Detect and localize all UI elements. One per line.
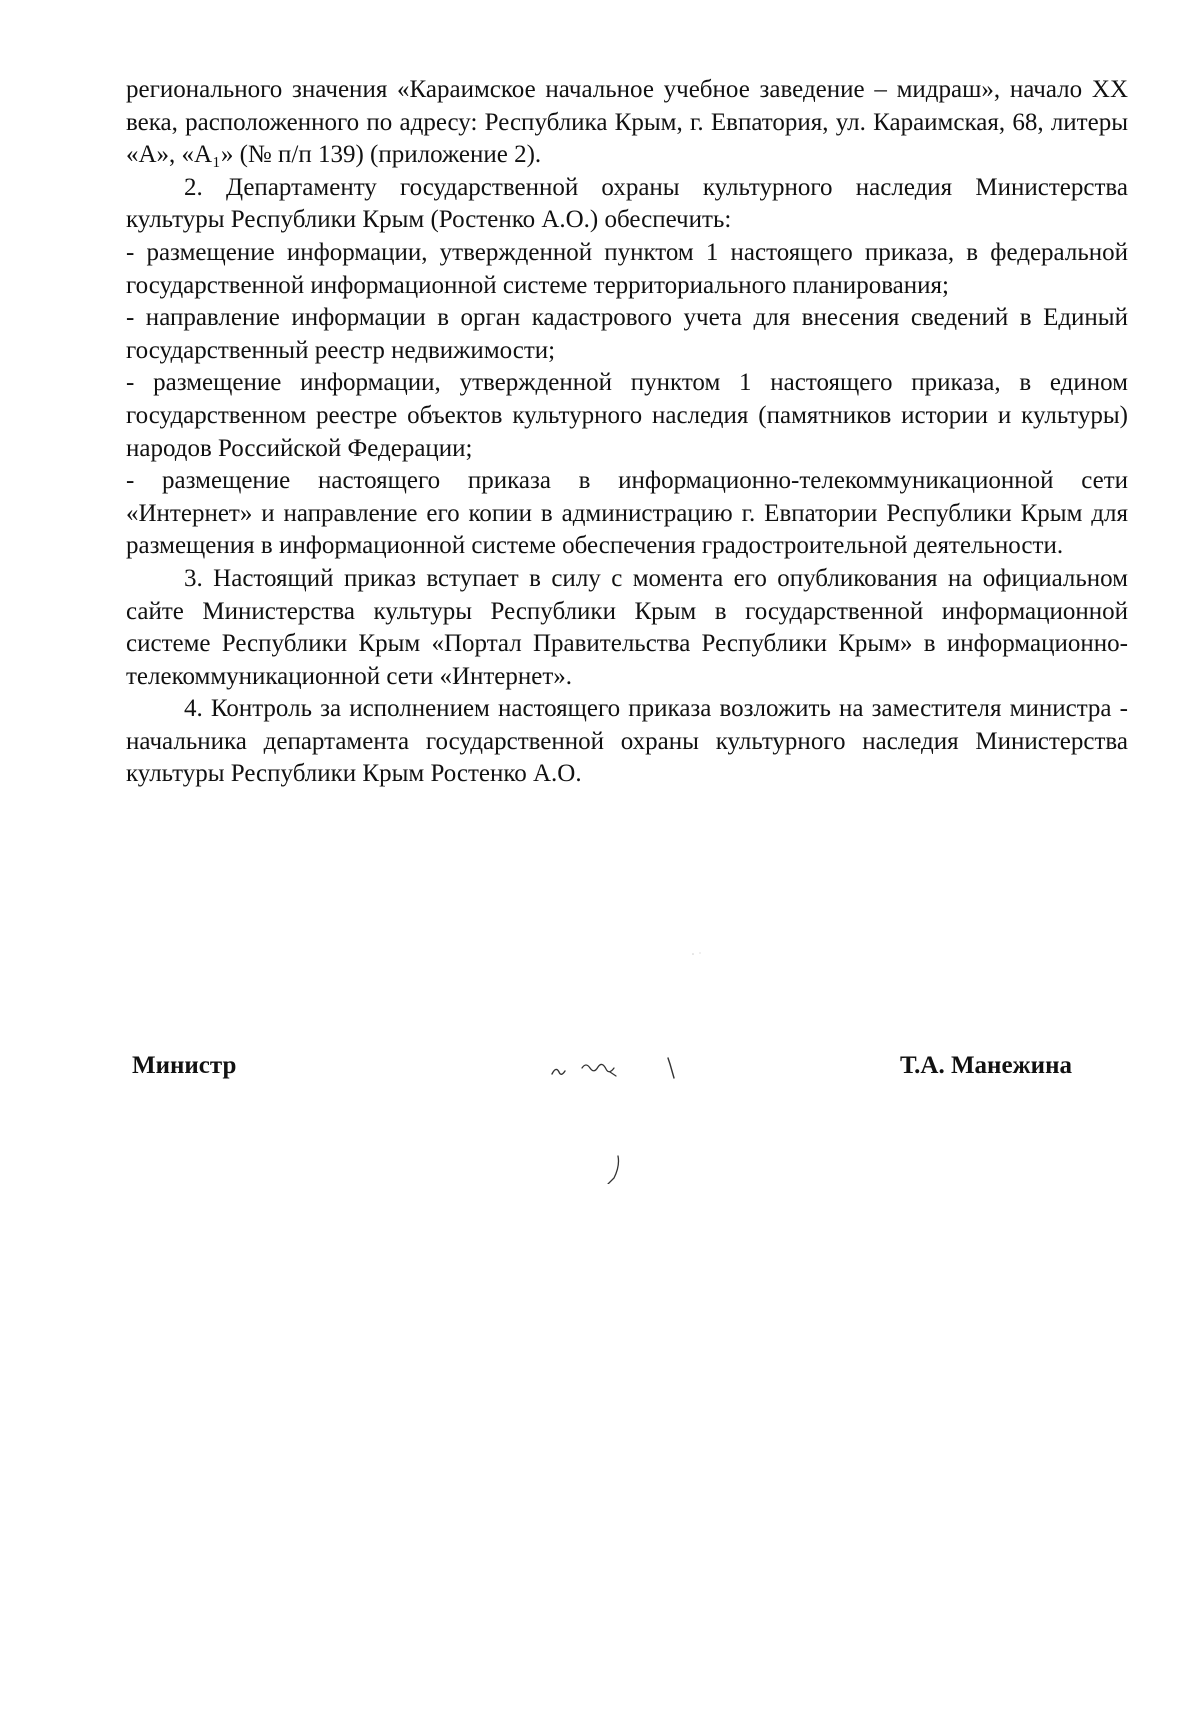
paragraph-item-3: 3. Настоящий приказ вступает в силу с момента его опубликования на официальном сайте Министерства культуры Республики Крым в государственной информационной системе Республики Крым «Портал Правительства Республики Крым» в информационно-телекоммуникационной сети «Интернет». [126,564,1128,690]
paragraph-dash-3: - размещение информации, утвержденной пунктом 1 настоящего приказа, в едином государственном реестре объектов культурного наследия (памятников истории и культуры) народов Российской Федерации; [126,369,1128,462]
scan-speck [690,950,704,958]
paragraph-item-4: 4. Контроль за исполнением настоящего приказа возложить на заместителя министра - начальника департамента государственной охраны культурного наследия Министерства культуры Республики Крым Ростенко А.О. [126,695,1128,788]
handwritten-signature [548,1054,688,1184]
document-body [126,74,1128,791]
paragraph-dash-1: - размещение информации, утвержденной пунктом 1 настоящего приказа, в федеральной государственной информационной системе территориального планирования; [126,238,1128,299]
signatory-name: Т.А. Манежина [899,1052,1072,1079]
paragraph-object-description: регионального значения «Караимское начальное учебное заведение – мидраш», начало XX века, расположенного по адресу: Республика Крым, г. Евпатория, ул. Караимская, 68, литеры «А», «А₁» (№ п/п 139) (приложение 2). [126,76,1128,169]
signatory-title: Министр [132,1052,237,1079]
paragraph-dash-2: - направление информации в орган кадастрового учета для внесения сведений в Единый государственный реестр недвижимости; [126,304,1128,364]
paragraph-dash-4: - размещение настоящего приказа в информационно-телекоммуникационной сети «Интернет» и направление его копии в администрацию г. Евпатории Республики Крым для размещения в информационной системе обеспечения градостроительной деятельности. [126,467,1128,560]
paragraph-item-2: 2. Департаменту государственной охраны культурного наследия Министерства культуры Республики Крым (Ростенко А.О.) обеспечить: [126,173,1128,234]
